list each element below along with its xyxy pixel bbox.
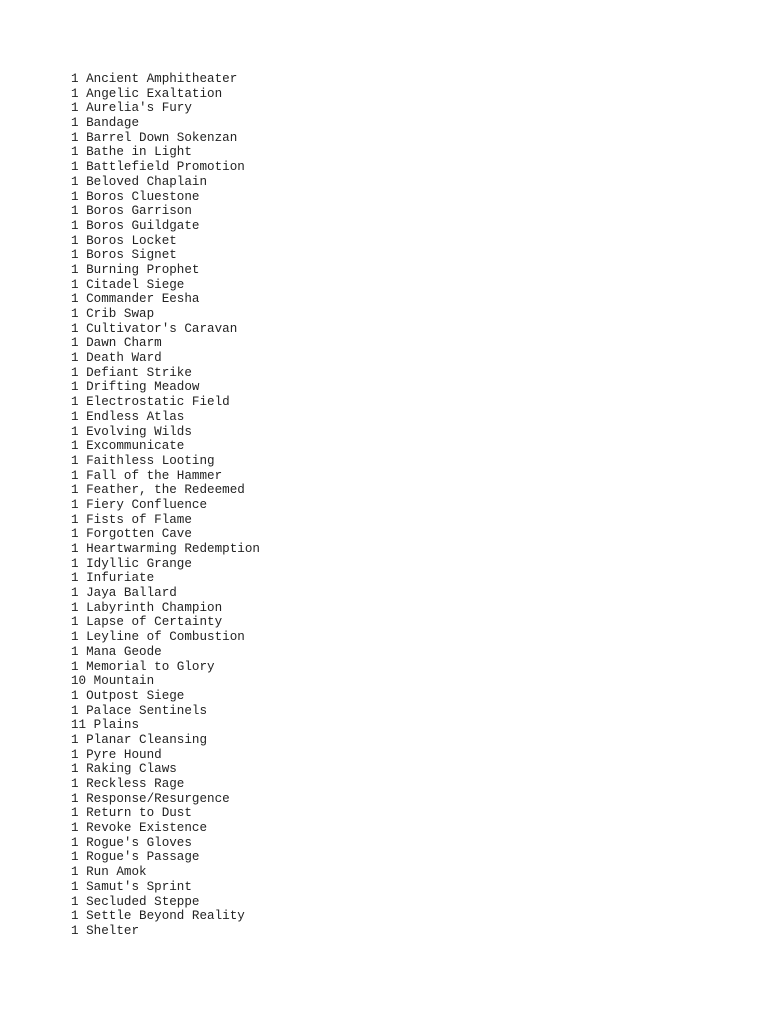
card-list [71,72,260,939]
card-entry: 1 Battlefield Promotion [71,160,245,175]
card-entry: 1 Evolving Wilds [71,424,192,439]
card-entry: 1 Return to Dust [71,806,192,821]
card-entry: 1 Electrostatic Field [71,395,230,410]
card-entry: 1 Cultivator's Caravan [71,321,238,336]
card-entry: 1 Defiant Strike [71,365,192,380]
card-entry: 1 Outpost Siege [71,688,185,703]
card-entry: 1 Forgotten Cave [71,527,192,542]
card-entry: 1 Run Amok [71,865,147,880]
card-entry: 1 Lapse of Certainty [71,615,223,630]
card-entry: 1 Response/Resurgence [71,791,230,806]
card-entry: 1 Barrel Down Sokenzan [71,130,238,145]
card-entry: 1 Feather, the Redeemed [71,483,245,498]
card-entry: 1 Boros Cluestone [71,189,200,204]
card-entry: 1 Endless Atlas [71,409,185,424]
card-entry: 1 Planar Cleansing [71,732,208,747]
card-entry: 1 Palace Sentinels [71,703,208,718]
card-entry: 1 Revoke Existence [71,821,208,836]
card-entry: 1 Pyre Hound [71,747,162,762]
card-entry: 1 Bathe in Light [71,145,192,160]
card-entry: 1 Dawn Charm [71,336,162,351]
card-entry: 1 Commander Eesha [71,292,200,307]
card-entry: 1 Rogue's Gloves [71,835,192,850]
card-entry: 1 Raking Claws [71,762,177,777]
card-entry: 1 Fists of Flame [71,512,192,527]
card-entry: 1 Jaya Ballard [71,586,177,601]
card-entry: 1 Death Ward [71,351,162,366]
card-entry: 1 Fall of the Hammer [71,468,223,483]
card-entry: 1 Boros Locket [71,233,177,248]
card-entry: 1 Labyrinth Champion [71,600,223,615]
card-entry: 1 Secluded Steppe [71,894,200,909]
card-entry: 1 Citadel Siege [71,277,185,292]
card-entry: 1 Mana Geode [71,644,162,659]
card-entry: 1 Drifting Meadow [71,380,200,395]
card-entry: 1 Infuriate [71,571,155,586]
card-entry: 1 Ancient Amphitheater [71,72,238,86]
card-entry: 1 Reckless Rage [71,777,185,791]
card-entry: 1 Bandage [71,116,140,131]
card-entry: 1 Idyllic Grange [71,556,192,571]
card-entry: 1 Fiery Confluence [71,497,208,512]
card-entry: 1 Shelter [71,923,140,938]
card-entry: 1 Excommunicate [71,439,185,454]
card-entry: 1 Boros Signet [71,248,177,263]
card-entry: 1 Beloved Chaplain [71,174,208,189]
card-entry: 1 Samut's Sprint [71,879,192,894]
card-entry: 1 Memorial to Glory [71,659,215,674]
card-entry: 1 Boros Garrison [71,204,192,219]
card-entry: 1 Heartwarming Redemption [71,542,260,556]
card-entry: 1 Leyline of Combustion [71,630,245,645]
card-entry: 1 Aurelia's Fury [71,101,192,116]
card-entry: 1 Crib Swap [71,307,155,321]
card-entry: 1 Angelic Exaltation [71,86,223,101]
card-entry: 10 Mountain [71,674,155,689]
card-entry: 11 Plains [71,718,140,733]
card-entry: 1 Boros Guildgate [71,218,200,233]
card-entry: 1 Burning Prophet [71,262,200,277]
card-entry: 1 Faithless Looting [71,453,215,468]
card-entry: 1 Rogue's Passage [71,850,200,865]
card-entry: 1 Settle Beyond Reality [71,909,245,924]
